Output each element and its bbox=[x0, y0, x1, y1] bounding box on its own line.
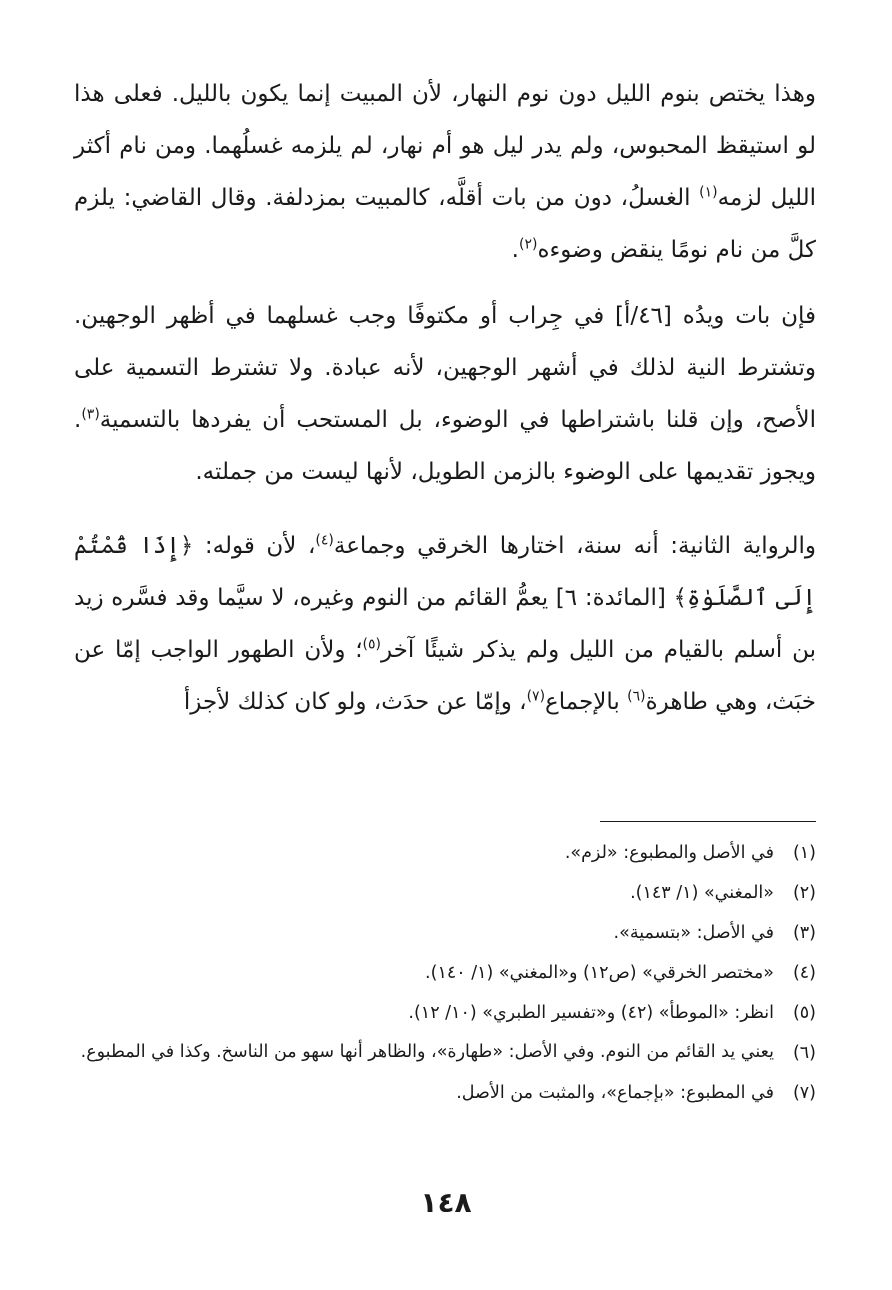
footnote-number: (١) bbox=[792, 843, 816, 863]
footnote-ref-3[interactable]: (٣) bbox=[81, 406, 100, 423]
footnote-separator bbox=[600, 821, 816, 822]
text-run: ؛ ولأن الطهور الواجب إمّا عن خبَث، وهي طاهرة bbox=[74, 637, 816, 715]
text-run: والرواية الثانية: أنه سنة، اختارها الخرقي وجماعة bbox=[333, 533, 816, 559]
footnote-7 bbox=[74, 1073, 816, 1113]
footnote-6 bbox=[74, 1033, 816, 1073]
footnote-text: في المطبوع: «بإجماع»، والمثبت من الأصل. bbox=[456, 1083, 774, 1103]
footnote-ref-5[interactable]: (٥) bbox=[362, 636, 381, 653]
paragraph-1 bbox=[74, 68, 816, 276]
footnote-number: (٦) bbox=[792, 1043, 816, 1063]
footnote-text: انظر: «الموطأ» (٤٢) و«تفسير الطبري» (١٠/ ١٢). bbox=[408, 1003, 774, 1023]
paragraph-2 bbox=[74, 290, 816, 498]
text-run: الغسلُ، دون من بات أقلَّه، كالمبيت بمزدلفة. وقال القاضي: يلزم كلَّ من نام نومًا ينقض وضوءه bbox=[74, 185, 816, 263]
footnote-ref-2[interactable]: (٢) bbox=[518, 236, 538, 253]
footnote-5 bbox=[74, 993, 816, 1033]
text-run: ، لأن قوله: bbox=[193, 533, 316, 559]
footnote-number: (٤) bbox=[792, 963, 816, 983]
footnote-ref-6[interactable]: (٦) bbox=[627, 688, 646, 705]
text-run: فإن بات ويدُه [٤٦/أ] في جِراب أو مكتوفًا وجب غسلهما في أظهر الوجهين. وتشترط النية لذلك في أشهر الوجهين، لأنه عبادة. ولا تشترط التسمية على الأصح، وإن قلنا باشتراطها في الوضوء، بل المستحب أن يفردها بالتسمية bbox=[74, 303, 817, 433]
footnote-text: يعني يد القائم من النوم. وفي الأصل: «طهارة»، والظاهر أنها سهو من الناسخ. وكذا في المطبوع. bbox=[80, 1042, 774, 1062]
footnote-3 bbox=[74, 913, 816, 953]
main-text bbox=[74, 68, 816, 728]
quran-verse: ﴿إِذَا قُمْتُمْ إِلَى ٱلصَّلَوٰةِ﴾ bbox=[74, 533, 817, 611]
text-run: بالإجماع bbox=[545, 689, 628, 715]
footnote-2 bbox=[74, 873, 816, 913]
footnote-text: في الأصل والمطبوع: «لزم». bbox=[564, 843, 774, 863]
footnote-number: (٥) bbox=[792, 1003, 816, 1023]
text-run: وهذا يختص بنوم الليل دون نوم النهار، لأن المبيت إنما يكون بالليل. فعلى هذا لو استيقظ المحبوس، ولم يدر ليل هو أم نهار، لم يلزمه غسلُهما. ومن نام أكثر الليل لزمه bbox=[74, 81, 816, 211]
text-run: ، وإمّا عن حدَث، ولو كان كذلك لأجزأ bbox=[183, 689, 527, 715]
text-run: . bbox=[511, 237, 519, 263]
footnote-ref-1[interactable]: (١) bbox=[699, 184, 718, 201]
footnote-1 bbox=[74, 833, 816, 873]
footnote-number: (٣) bbox=[792, 923, 816, 943]
footnote-text: «المغني» (١/ ١٤٣). bbox=[630, 883, 774, 903]
footnote-text: في الأصل: «بتسمية». bbox=[613, 923, 774, 943]
footnote-ref-4[interactable]: (٤) bbox=[315, 532, 334, 549]
paragraph-3 bbox=[74, 520, 816, 728]
footnote-4 bbox=[74, 953, 816, 993]
footnote-number: (٧) bbox=[792, 1083, 816, 1103]
page-number: ١٤٨ bbox=[420, 1186, 472, 1219]
text-run: [المائدة: ٦] يعمُّ القائم من النوم وغيره، لا سيَّما وقد فسَّره زيد بن أسلم بالقيام من الليل ولم يذكر شيئًا آخر bbox=[74, 585, 816, 663]
text-run: . ويجوز تقديمها على الوضوء بالزمن الطويل، لأنها ليست من جملته. bbox=[74, 407, 816, 485]
footnote-text: «مختصر الخرقي» (ص١٢) و«المغني» (١/ ١٤٠). bbox=[425, 963, 774, 983]
footnotes bbox=[74, 833, 816, 1113]
footnote-ref-7[interactable]: (٧) bbox=[526, 688, 546, 705]
footnote-number: (٢) bbox=[792, 883, 816, 903]
